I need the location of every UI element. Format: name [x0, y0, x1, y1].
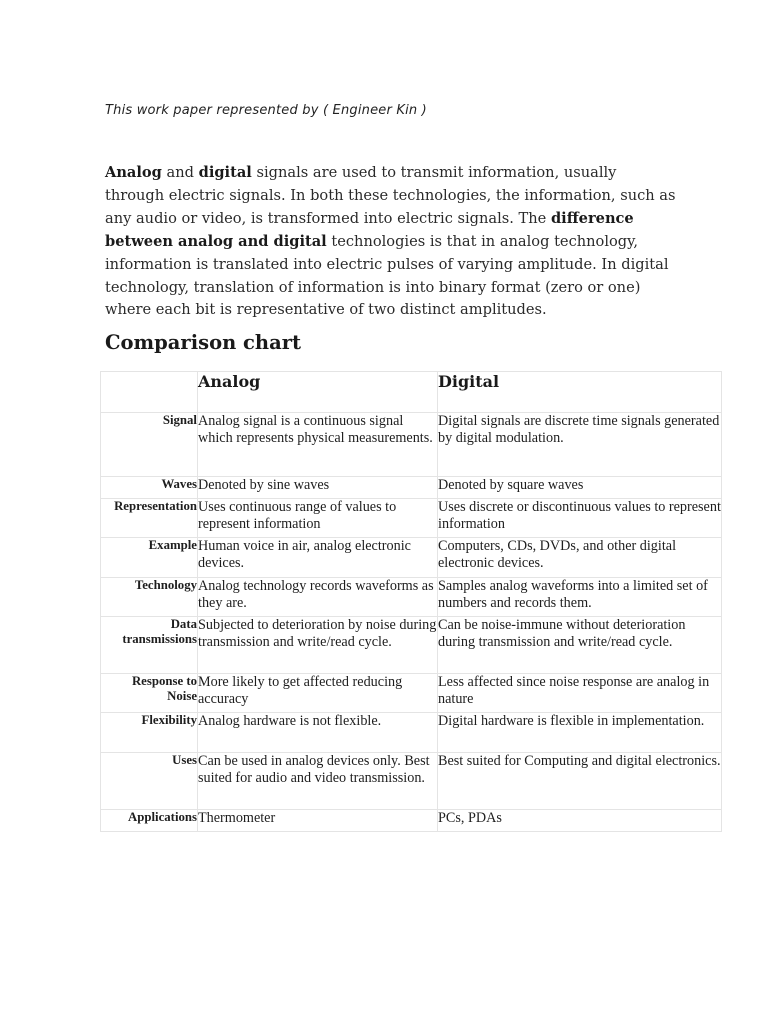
analog-cell: Thermometer: [198, 810, 438, 832]
digital-cell: Samples analog waveforms into a limited set of numbers and records them.: [438, 578, 722, 617]
row-label: Applications: [101, 810, 198, 832]
intro-line: [105, 254, 669, 277]
section-title: Comparison chart: [105, 331, 302, 354]
table-row: [101, 538, 722, 578]
intro-text: where each bit is representative of two distinct amplitudes.: [105, 301, 547, 319]
byline: This work paper represented by ( Engineer Kin ): [105, 103, 427, 118]
table-row: [101, 499, 722, 538]
digital-cell: Computers, CDs, DVDs, and other digital electronic devices.: [438, 538, 722, 578]
digital-cell: Digital signals are discrete time signals generated by digital modulation.: [438, 413, 722, 477]
comparison-table: [100, 371, 722, 832]
intro-text: information is translated into electric pulses of varying amplitude. In digital: [105, 255, 669, 273]
row-label: Waves: [101, 477, 198, 499]
analog-cell: More likely to get affected reducing accuracy: [198, 674, 438, 713]
table-row: [101, 477, 722, 499]
table-row: [101, 753, 722, 810]
intro-text: any audio or video, is transformed into electric signals. The: [105, 209, 551, 227]
row-label: Signal: [101, 413, 198, 477]
table-header-row: [101, 372, 722, 413]
table-row: [101, 578, 722, 617]
intro-text: and: [161, 164, 199, 181]
row-label: Uses: [101, 753, 198, 810]
analog-cell: Subjected to deterioration by noise during transmission and write/read cycle.: [198, 617, 438, 674]
intro-line: [105, 185, 676, 208]
row-label: Data transmissions: [101, 617, 198, 674]
analog-cell: Analog technology records waveforms as they are.: [198, 578, 438, 617]
analog-cell: Analog signal is a continuous signal which represents physical measurements.: [198, 413, 438, 477]
analog-cell: Denoted by sine waves: [198, 477, 438, 499]
intro-bold-between: between analog and digital: [105, 232, 327, 250]
digital-cell: PCs, PDAs: [438, 810, 722, 832]
table-row: [101, 617, 722, 674]
intro-line: [105, 162, 665, 185]
intro-line: [105, 277, 665, 300]
intro-text: through electric signals. In both these technologies, the information, such as: [105, 186, 676, 204]
intro-line: [105, 231, 665, 254]
digital-cell: Best suited for Computing and digital electronics.: [438, 753, 722, 810]
row-label: Representation: [101, 499, 198, 538]
intro-text: signals are used to transmit information, usually: [251, 164, 617, 181]
analog-cell: Analog hardware is not flexible.: [198, 713, 438, 753]
row-label: Response to Noise: [101, 674, 198, 713]
table-row: [101, 713, 722, 753]
digital-cell: Denoted by square waves: [438, 477, 722, 499]
intro-bold-digital: digital: [198, 164, 252, 181]
intro-line: [105, 208, 665, 231]
intro-text: technology, translation of information is into binary format (zero or one): [105, 278, 641, 296]
digital-cell: Digital hardware is flexible in implementation.: [438, 713, 722, 753]
digital-cell: Uses discrete or discontinuous values to represent information: [438, 499, 722, 538]
header-digital: Digital: [438, 372, 722, 413]
table-row: [101, 810, 722, 832]
header-corner: [101, 372, 198, 413]
header-analog: Analog: [198, 372, 438, 413]
intro-bold-difference: difference: [550, 209, 634, 227]
analog-cell: Human voice in air, analog electronic devices.: [198, 538, 438, 578]
intro-line: [105, 299, 665, 322]
intro-bold-analog: Analog: [105, 164, 162, 181]
row-label: Flexibility: [101, 713, 198, 753]
intro-paragraph: [105, 162, 676, 322]
analog-cell: Can be used in analog devices only. Best suited for audio and video transmission.: [198, 753, 438, 810]
table-row: [101, 413, 722, 477]
analog-cell: Uses continuous range of values to represent information: [198, 499, 438, 538]
intro-text: technologies is that in analog technology,: [326, 232, 639, 250]
table-row: [101, 674, 722, 713]
digital-cell: Can be noise-immune without deterioration during transmission and write/read cycle.: [438, 617, 722, 674]
row-label: Example: [101, 538, 198, 578]
row-label: Technology: [101, 578, 198, 617]
digital-cell: Less affected since noise response are analog in nature: [438, 674, 722, 713]
